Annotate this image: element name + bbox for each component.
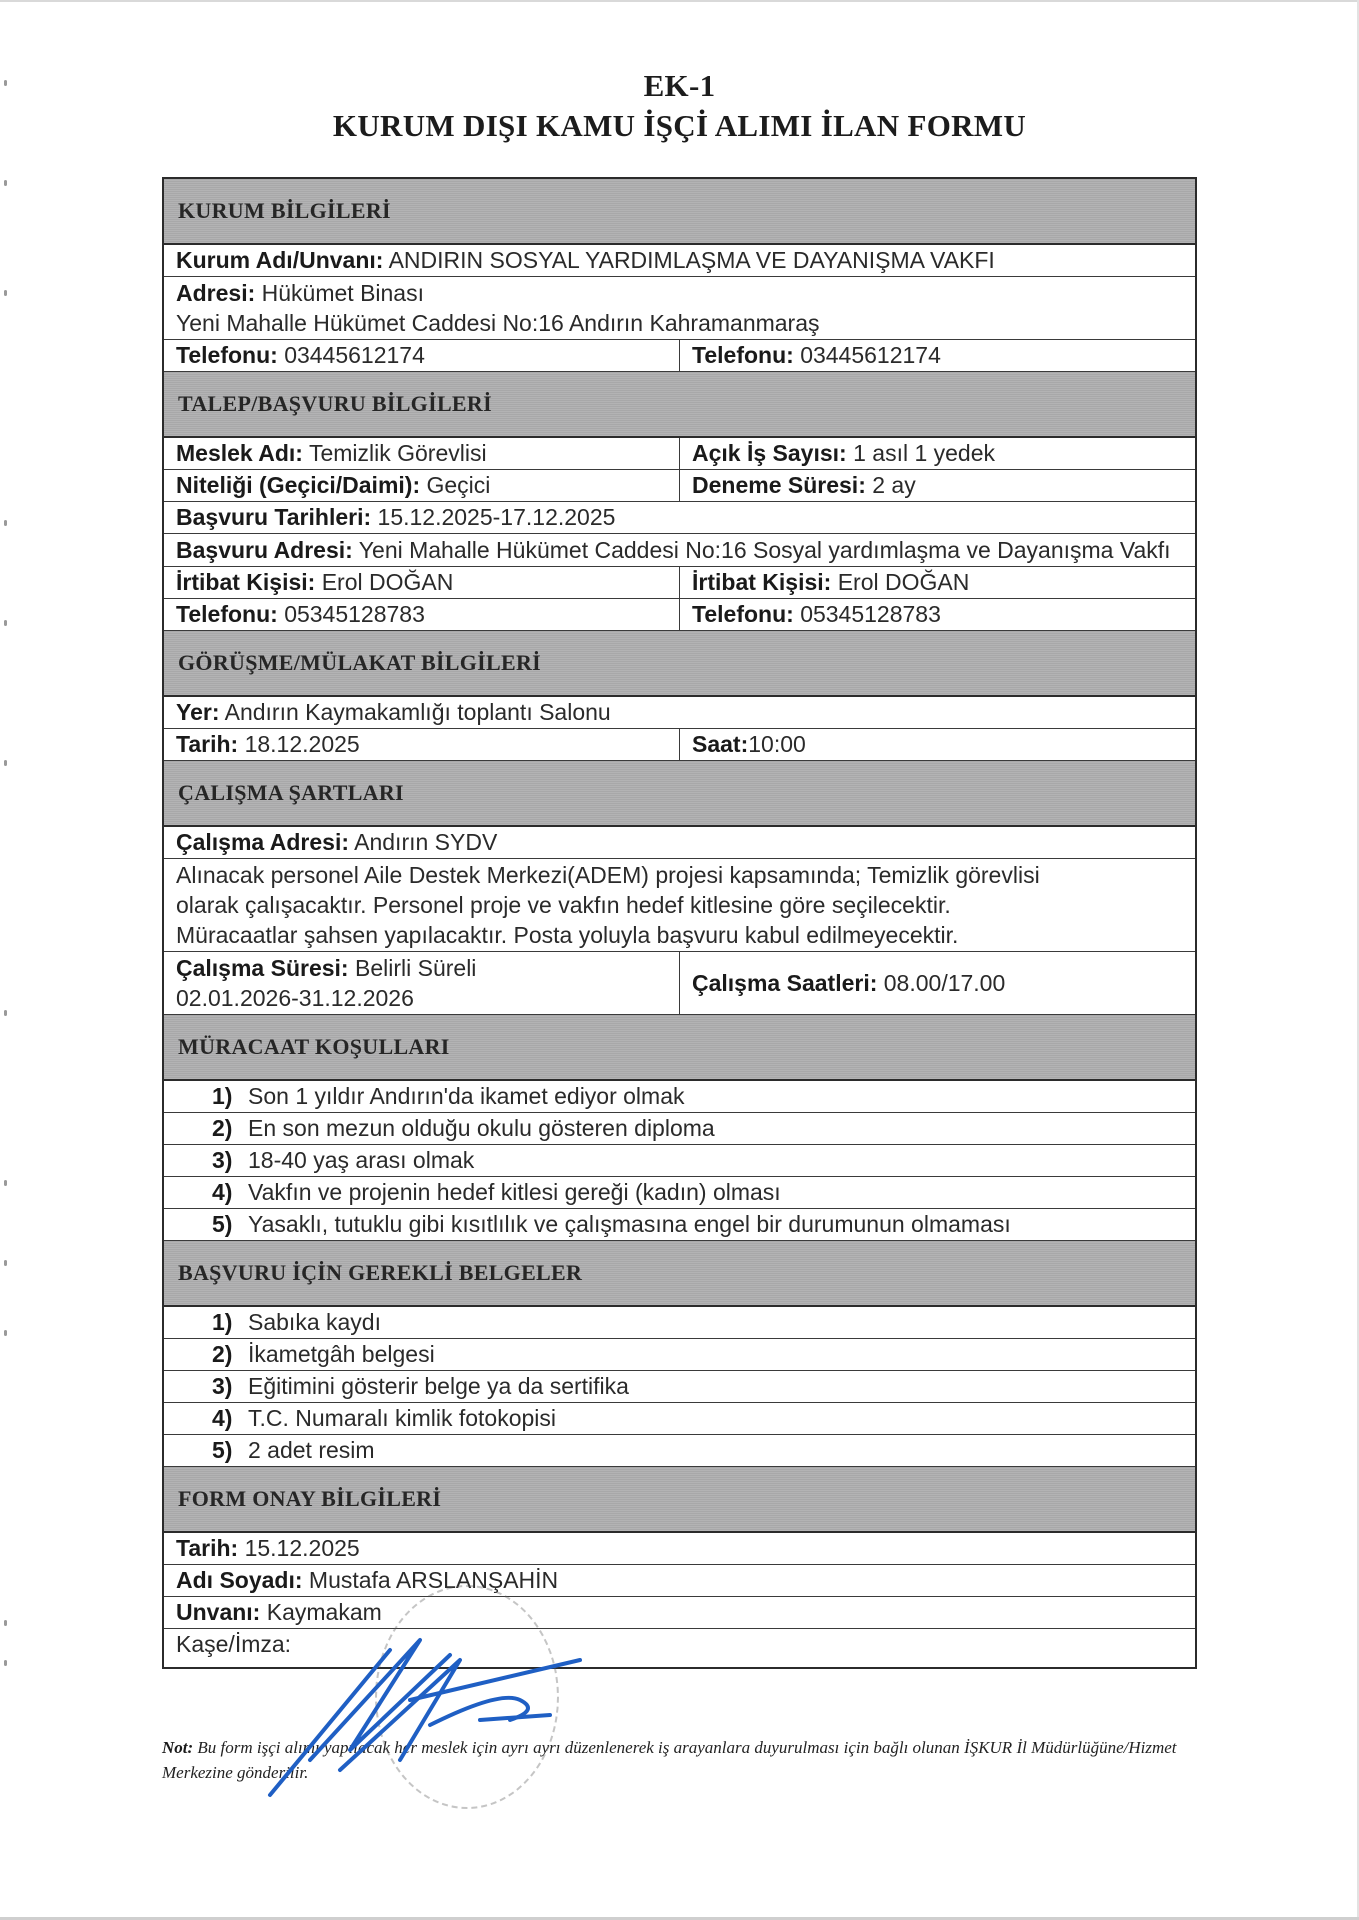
- document-header: [0, 66, 1359, 146]
- requirement-item: [164, 1145, 1195, 1177]
- interview-date-value: 18.12.2025: [244, 731, 360, 757]
- work-address-value: Andırın SYDV: [354, 829, 498, 855]
- seal-signature-label: Kaşe/İmza:: [176, 1631, 292, 1657]
- row-application-dates: [164, 502, 1195, 534]
- section-institution-header: KURUM BİLGİLERİ: [164, 179, 1195, 245]
- row-contact-phones: [164, 599, 1195, 631]
- institution-address-line1: Hükümet Binası: [261, 280, 424, 306]
- work-description-line: Müracaatlar şahsen yapılacaktır. Posta yoluyla başvuru kabul edilmeyecektir.: [176, 922, 959, 948]
- contact-phone-left-label: Telefonu:: [176, 601, 278, 627]
- interview-place-value: Andırın Kaymakamlığı toplantı Salonu: [224, 699, 611, 725]
- institution-phone-left-label: Telefonu:: [176, 342, 278, 368]
- approval-date-label: Tarih:: [176, 1535, 239, 1561]
- profession-value: Temizlik Görevlisi: [308, 440, 487, 466]
- row-work-duration-hours: [164, 952, 1195, 1015]
- work-address-label: Çalışma Adresi:: [176, 829, 349, 855]
- application-address-value: Yeni Mahalle Hükümet Caddesi No:16 Sosyal yardımlaşma ve Dayanışma Vakfı: [358, 537, 1171, 563]
- annex-label: EK-1: [643, 68, 716, 103]
- document-title: KURUM DIŞI KAMU İŞÇİ ALIMI İLAN FORMU: [332, 108, 1027, 143]
- requirement-number: 4): [212, 1179, 233, 1205]
- approver-name-label: Adı Soyadı:: [176, 1567, 303, 1593]
- section-approval-header: FORM ONAY BİLGİLERİ: [164, 1467, 1195, 1533]
- institution-address-line2: Yeni Mahalle Hükümet Caddesi No:16 Andırın Kahramanmaraş: [176, 310, 820, 336]
- document-item: [164, 1339, 1195, 1371]
- application-dates-label: Başvuru Tarihleri:: [176, 504, 372, 530]
- interview-date-label: Tarih:: [176, 731, 239, 757]
- section-application-header: TALEP/BAŞVURU BİLGİLERİ: [164, 372, 1195, 438]
- document-number: 1): [212, 1309, 233, 1335]
- row-interview-place: [164, 697, 1195, 729]
- row-institution-address: [164, 277, 1195, 340]
- contact-phone-left-value: 05345128783: [284, 601, 425, 627]
- row-approval-title: [164, 1597, 1195, 1629]
- openings-value: 1 asıl 1 yedek: [853, 440, 996, 466]
- work-duration-value: Belirli Süreli: [354, 955, 477, 981]
- requirement-text: En son mezun olduğu okulu gösteren diploma: [248, 1115, 715, 1141]
- note-text: Bu form işçi alımı yapılacak her meslek için ayrı ayrı düzenlenerek iş arayanlara duyurulması için bağlı olunan İŞKUR İl Müdürlüğüne/Hizmet Merkezine gönderilir.: [162, 1738, 1177, 1782]
- contact-phone-right-label: Telefonu:: [692, 601, 794, 627]
- document-text: İkametgâh belgesi: [248, 1341, 435, 1367]
- application-dates-value: 15.12.2025-17.12.2025: [377, 504, 616, 530]
- note-label: Not:: [162, 1738, 194, 1757]
- document-text: 2 adet resim: [248, 1437, 375, 1463]
- institution-phone-left-value: 03445612174: [284, 342, 425, 368]
- section-requirements-header: MÜRACAAT KOŞULLARI: [164, 1015, 1195, 1081]
- approval-date-value: 15.12.2025: [244, 1535, 360, 1561]
- profession-label: Meslek Adı:: [176, 440, 303, 466]
- contact-right-value: Erol DOĞAN: [837, 569, 970, 595]
- institution-phone-right-label: Telefonu:: [692, 342, 794, 368]
- row-work-address: [164, 827, 1195, 859]
- scan-margin-marks: [4, 0, 14, 1920]
- work-duration-dates: 02.01.2026-31.12.2026: [176, 985, 414, 1011]
- row-application-address: [164, 534, 1195, 567]
- requirement-item: [164, 1177, 1195, 1209]
- requirement-number: 2): [212, 1115, 233, 1141]
- section-documents-header: BAŞVURU İÇİN GEREKLİ BELGELER: [164, 1241, 1195, 1307]
- requirement-text: Yasaklı, tutuklu gibi kısıtlılık ve çalışmasına engel bir durumunun olmaması: [248, 1211, 1011, 1237]
- work-hours-label: Çalışma Saatleri:: [692, 969, 878, 996]
- section-interview-header: GÖRÜŞME/MÜLAKAT BİLGİLERİ: [164, 631, 1195, 697]
- page-edge-top: [0, 0, 1359, 2]
- trial-period-value: 2 ay: [872, 472, 916, 498]
- work-hours-value: 08.00/17.00: [883, 969, 1006, 996]
- contact-left-value: Erol DOĞAN: [321, 569, 454, 595]
- approver-title-label: Unvanı:: [176, 1599, 261, 1625]
- requirement-text: Vakfın ve projenin hedef kitlesi gereği (kadın) olması: [248, 1179, 781, 1205]
- institution-name-value: ANDIRIN SOSYAL YARDIMLAŞMA VE DAYANIŞMA VAKFI: [388, 247, 995, 273]
- requirement-item: [164, 1081, 1195, 1113]
- requirement-number: 3): [212, 1147, 233, 1173]
- row-employment-type: [164, 470, 1195, 502]
- requirement-text: Son 1 yıldır Andırın'da ikamet ediyor olmak: [248, 1083, 685, 1109]
- interview-time-label: Saat:: [692, 731, 749, 757]
- work-duration-label: Çalışma Süresi:: [176, 955, 349, 981]
- requirement-text: 18-40 yaş arası olmak: [248, 1147, 475, 1173]
- interview-place-label: Yer:: [176, 699, 220, 725]
- row-work-description: [164, 859, 1195, 952]
- approver-title-value: Kaymakam: [266, 1599, 382, 1625]
- row-profession: [164, 438, 1195, 470]
- row-approval-date: [164, 1533, 1195, 1565]
- row-institution-phones: [164, 340, 1195, 372]
- section-working-conditions-header: ÇALIŞMA ŞARTLARI: [164, 761, 1195, 827]
- institution-name-label: Kurum Adı/Unvanı:: [176, 247, 384, 273]
- row-contact-person: [164, 567, 1195, 599]
- requirement-number: 1): [212, 1083, 233, 1109]
- document-text: T.C. Numaralı kimlik fotokopisi: [248, 1405, 557, 1431]
- document-text: Sabıka kaydı: [248, 1309, 381, 1335]
- institution-phone-right-value: 03445612174: [800, 342, 941, 368]
- contact-right-label: İrtibat Kişisi:: [692, 569, 832, 595]
- trial-period-label: Deneme Süresi:: [692, 472, 866, 498]
- application-address-label: Başvuru Adresi:: [176, 537, 353, 563]
- row-approval-name: [164, 1565, 1195, 1597]
- document-item: [164, 1371, 1195, 1403]
- work-description-line: olarak çalışacaktır. Personel proje ve vakfın hedef kitlesine göre seçilecektir.: [176, 892, 951, 918]
- requirement-number: 5): [212, 1211, 233, 1237]
- approver-name-value: Mustafa ARSLANŞAHİN: [308, 1567, 559, 1593]
- requirement-item: [164, 1209, 1195, 1241]
- document-text: Eğitimini gösterir belge ya da sertifika: [248, 1373, 629, 1399]
- institution-address-label: Adresi:: [176, 280, 256, 306]
- document-number: 4): [212, 1405, 233, 1431]
- document-number: 5): [212, 1437, 233, 1463]
- openings-label: Açık İş Sayısı:: [692, 440, 847, 466]
- employment-type-value: Geçici: [426, 472, 491, 498]
- contact-phone-right-value: 05345128783: [800, 601, 941, 627]
- document-item: [164, 1307, 1195, 1339]
- row-approval-seal: [164, 1629, 1195, 1667]
- requirement-item: [164, 1113, 1195, 1145]
- document-item: [164, 1435, 1195, 1467]
- row-interview-datetime: [164, 729, 1195, 761]
- footer-note: [162, 1735, 1202, 1785]
- document-item: [164, 1403, 1195, 1435]
- interview-time-value: 10:00: [748, 731, 806, 757]
- contact-left-label: İrtibat Kişisi:: [176, 569, 316, 595]
- document-number: 3): [212, 1373, 233, 1399]
- work-description-line: Alınacak personel Aile Destek Merkezi(ADEM) projesi kapsamında; Temizlik görevlisi: [176, 862, 1040, 888]
- document-number: 2): [212, 1341, 233, 1367]
- employment-type-label: Niteliği (Geçici/Daimi):: [176, 472, 421, 498]
- row-institution-name: [164, 245, 1195, 277]
- job-posting-form: [162, 177, 1197, 1669]
